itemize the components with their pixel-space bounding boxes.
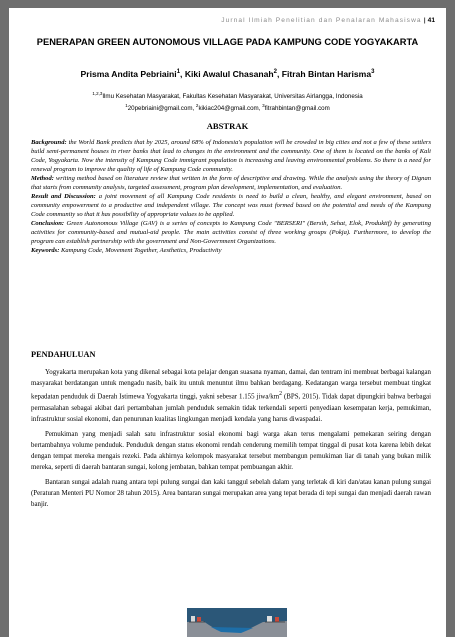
email-sup: 3 <box>262 103 265 109</box>
email-sup: 1 <box>125 103 128 109</box>
abstract-label: Keywords: <box>31 247 60 254</box>
paragraph: Bantaran sungai adalah ruang antara tepi pulung sungai dan kaki tanggul sebelah dalam yang terletak di kiri dan/atau kanan pulung sungai (Peraturan Menteri PU Nomor 28 tahun 2015). Area bantaran sungai merupakan area yang tepat berada di tepi sungai dan menjadi daerah rawan banjir. <box>31 478 431 508</box>
running-head <box>221 17 435 24</box>
abstract-conclusion <box>31 219 431 246</box>
author-sup: 3 <box>371 69 375 76</box>
paragraph-text: Yogyakarta merupakan kota yang dikenal sebagai kota pelajar dengan suasana nyaman, damai, dan tentram ini membuat berbagai kalangan masyarakat berdatangan untuk mengadu nasib, baik itu untuk menuntut ilmu bahkan berdagang. Kedatangan warga tersebut membuat tingkat kepadatan penduduk di Daerah Istimewa Yogyakarta tinggi, yakni sebesar 1.155 jiwa/km <box>31 369 431 401</box>
abstract-body <box>31 138 431 255</box>
author-sup: 1 <box>176 69 181 76</box>
abstract-text: a joint movement of all Kampung Code residents is need to build a clean, healthy, and elegant environment, based on community empowerment to a productive and independent village. The concept was must formed based on the potential and needs of the Kampung Code community so that it has possibility of appropriate values to be applied. <box>31 193 431 218</box>
affiliation-sup: 1,2,3 <box>92 91 103 96</box>
river-bank-figure <box>187 608 287 637</box>
abstract-label: Conclusion: <box>31 220 65 227</box>
abstract-label: Background: <box>31 139 67 146</box>
author-name: Kiki Awalul Chasanah <box>184 69 274 79</box>
email-link[interactable]: 20pebriaini@gmail.com <box>127 105 193 113</box>
affiliation <box>19 89 436 113</box>
abstract-text: writing method based on literature review that written in the form of descriptive and drawing. While the analysis using the theory of Dignan that starts from community analysis, targeted assessment, program plan development, implementation, and evaluation. <box>31 175 431 191</box>
abstract-keywords <box>31 246 431 255</box>
abstract-label: Result and Discussion: <box>31 193 96 200</box>
abstract-text: Kampung Code, Movement Together, Aesthetics, Productivity <box>61 247 222 254</box>
email-link[interactable]: fitrahbintan@gmail.com <box>264 105 330 113</box>
abstract-text: the World Bank predicts that by 2025, around 68% of Indonesia's population will be crowded in big cities and not a few of these settlers build semi-permanent houses in river banks that lead to changes in the environment and the community. One of them is located on the banks of Kali Code, Yogyakarta. Now the intensity of Kampung Code immigrant population is increasing and leaving environmental problems. So there is a need for renewal program to improve the quality of life of Kampung Code community. <box>31 139 432 173</box>
page-number: 41 <box>427 17 435 24</box>
paragraph: Pemukiman yang menjadi salah satu infrastruktur sosial ekonomi bagi warga akan terus mengalami pemekaran seiring dengan bertambahnya volume penduduk. Penduduk dengan status ekonomi rendah cenderung memilih tempat tinggal di pusat kota karena lebih dekat dengan tempat mereka mengais rezeki. Pada akhirnya kelompok masyarakat tersebut membangun pemukiman liar di tanah yang bukan milik mereka, seperti di daerah bantaran sungai, kolong jembatan, bahkan tempat pembuangan akhir. <box>31 430 431 472</box>
river-bank-illustration <box>187 608 287 637</box>
affiliation-line <box>19 89 436 101</box>
abstract-method <box>31 174 431 192</box>
affiliation-text: Ilmu Kesehatan Masyarakat, Fakultas Kesehatan Masyarakat, Universitas Airlangga, Indonesia <box>102 93 363 101</box>
abstract-result <box>31 192 431 219</box>
abstract-label: Method: <box>31 175 54 182</box>
author-name: Fitrah Bintan Harisma <box>281 69 372 79</box>
journal-page <box>9 8 446 637</box>
paragraph-text: (BPS, 2015). Tidak dapat dipungkiri bahwa berbagai permasalahan sebagai akibat dari pertambahan jumlah penduduk semakin tidak terkendali seperti penyediaan kesempatan kerja, pemukiman, infrastruktur sosial ekonomi, dan penurunan kualitas lingkungan menjadi kendala yang harus diwaspadai. <box>31 393 431 424</box>
author-list: Prisma Andita Pebriaini$^1$, Kiki Awalul Chasanah$^2$, Fitrah Bintan Harisma$^3$ <box>80 69 375 79</box>
author-sup: 2 <box>273 69 278 76</box>
superscript: 2 <box>279 391 282 398</box>
abstract-background <box>31 138 431 174</box>
email-link[interactable]: kikiac204@gmail.com <box>198 105 259 113</box>
email-line: $^1$20pebriaini@gmail.com, $^2$kikiac204@gmail.com, $^3$fitrahbintan@gmail.com <box>125 103 330 113</box>
abstract-text: Green Autonomous Village (GAV) is a series of concepts to Kampung Code "BERSERI" (Bersih, Sehat, Elok, Produktif) by generating activities for community-based and mutual-aid people. The main activities consist of three working groups (Pokja). Furthermore, to develop the program can establish partnership with the government and Non-Government Organizations. <box>31 220 431 245</box>
author-name: Prisma Andita Pebriaini <box>80 69 177 79</box>
journal-name: Jurnal Ilmiah Penelitian dan Penalaran Mahasiswa <box>221 17 422 24</box>
paragraph <box>31 367 431 425</box>
abstract-heading: ABSTRAK <box>206 121 249 131</box>
introduction-body <box>31 367 431 513</box>
section-heading: PENDAHULUAN <box>31 350 96 359</box>
paper-title: PENERAPAN GREEN AUTONOMOUS VILLAGE PADA KAMPUNG CODE YOGYAKARTA <box>36 37 419 47</box>
email-sup: 2 <box>195 103 199 109</box>
header-separator: | <box>423 17 427 24</box>
